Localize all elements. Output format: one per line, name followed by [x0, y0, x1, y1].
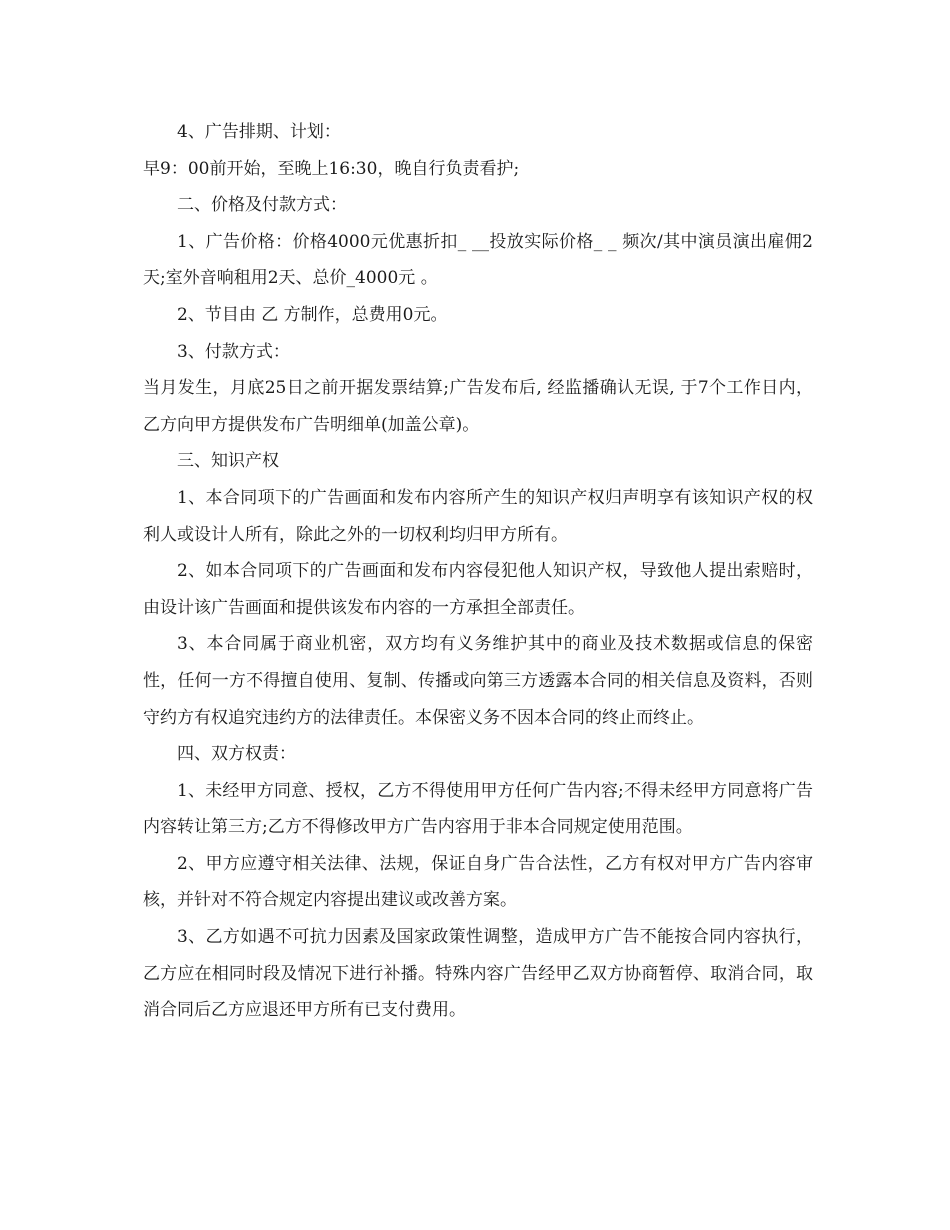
rights-paragraph-3: 3、乙方如遇不可抗力因素及国家政策性调整，造成甲方广告不能按合同内容执行，乙方应在相同时段及情况下进行补播。特殊内容广告经甲乙双方协商暂停、取消合同，取消合同后乙方应退还甲方所有已支付费用。 — [143, 927, 813, 1021]
rights-paragraph-2: 2、甲方应遵守相关法律、法规，保证自身广告合法性，乙方有权对甲方广告内容审核，并针对不符合规定内容提出建议或改善方案。 — [143, 853, 813, 911]
payment-paragraph: 当月发生，月底25日之前开据发票结算;广告发布后, 经监播确认无误, 于7个工作日内，乙方向甲方提供发布广告明细单(加盖公章)。 — [143, 378, 813, 435]
ip-paragraph-2: 2、如本合同项下的广告画面和发布内容侵犯他人知识产权，导致他人提出索赔时，由设计该广告画面和提供该发布内容的一方承担全部责任。 — [143, 561, 813, 618]
section-4-heading: 四、双方权责： — [177, 744, 296, 765]
section-4-schedule-heading: 4、广告排期、计划： — [177, 122, 341, 142]
section-2-heading: 二、价格及付款方式： — [177, 195, 347, 216]
production-paragraph: 2、节目由 乙 方制作，总费用0元。 — [177, 304, 448, 325]
payment-method-heading: 3、付款方式： — [177, 341, 290, 362]
ad-price-paragraph: 1、广告价格：价格4000元优惠折扣_ __投放实际价格_ _ 频次/其中演员演出雇佣2天;室外音响租用2天、总价_4000元 。 — [143, 231, 813, 289]
document-body — [143, 114, 813, 1029]
schedule-paragraph: 早9：00前开始，至晚上16:30，晚自行负责看护; — [143, 158, 520, 179]
section-3-heading: 三、知识产权 — [177, 451, 279, 472]
ip-paragraph-3: 3、本合同属于商业机密，双方均有义务维护其中的商业及技术数据或信息的保密性，任何一方不得擅自使用、复制、传播或向第三方透露本合同的相关信息及资料，否则守约方有权追究违约方的法律责任。本保密义务不因本合同的终止而终止。 — [143, 634, 813, 728]
ip-paragraph-1: 1、本合同项下的广告画面和发布内容所产生的知识产权归声明享有该知识产权的权利人或设计人所有，除此之外的一切权利均归甲方所有。 — [143, 487, 813, 545]
rights-paragraph-1: 1、未经甲方同意、授权，乙方不得使用甲方任何广告内容;不得未经甲方同意将广告内容转让第三方;乙方不得修改甲方广告内容用于非本合同规定使用范围。 — [143, 780, 813, 838]
